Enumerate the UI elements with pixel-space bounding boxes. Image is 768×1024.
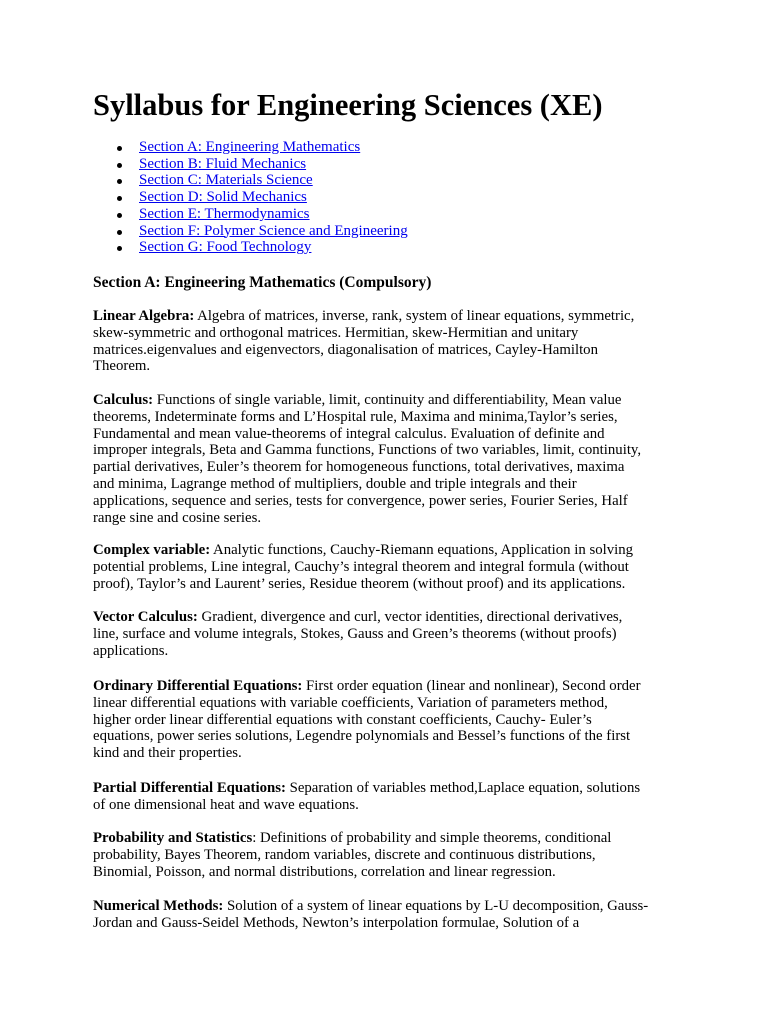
topic-line: equations, power series solutions, Legendre polynomials and Bessel’s functions of the first: [93, 728, 631, 745]
topic-line: potential problems, Line integral, Cauchy’s integral theorem and integral formula (without: [93, 558, 629, 575]
section-link-g[interactable]: Section G: Food Technology: [139, 239, 312, 256]
topic-line: Theorem.: [93, 358, 151, 375]
topic-partial-differential-equations: [93, 780, 683, 814]
topic-line: applications, sequence and series, tests for convergence, power series, Fourier Series, Half: [93, 492, 628, 509]
topic-line: Probability and Statistics: Definitions of probability and simple theorems, conditional: [93, 830, 612, 846]
topic-line: higher order linear differential equations with constant coefficients, Cauchy- Euler’s: [93, 711, 592, 728]
topic-name: Numerical Methods:: [93, 898, 224, 914]
topic-line: Vector Calculus: Gradient, divergence and curl, vector identities, directional derivatives,: [93, 609, 623, 625]
topic-name: Ordinary Differential Equations:: [93, 678, 303, 694]
section-list-item: [117, 189, 537, 206]
bullet-icon: [117, 213, 122, 218]
topic-probability-statistics: [93, 830, 683, 880]
topic-line: skew-symmetric and orthogonal matrices. Hermitian, skew-Hermitian and unitary: [93, 324, 579, 341]
page-title: Syllabus for Engineering Sciences (XE): [93, 88, 603, 122]
topic-numerical-methods: [93, 898, 683, 932]
topic-line: linear differential equations with variable coefficients, Variation of parameters method,: [93, 694, 608, 711]
topic-line: probability, Bayes Theorem, random variables, discrete and continuous distributions,: [93, 846, 596, 863]
topic-linear-algebra: [93, 308, 683, 375]
bullet-icon: [117, 146, 122, 151]
topic-line: Ordinary Differential Equations: First order equation (linear and nonlinear), Second order: [93, 678, 641, 694]
section-list-item: [117, 172, 537, 189]
topic-name: Vector Calculus:: [93, 609, 198, 625]
topic-line: Fundamental and mean value-theorems of integral calculus. Evaluation of definite and: [93, 425, 605, 442]
topic-line: applications.: [93, 642, 169, 659]
topic-line: proof), Taylor’s and Laurent’ series, Residue theorem (without proof) and its applications.: [93, 575, 626, 592]
bullet-icon: [117, 246, 122, 251]
topic-line: Calculus: Functions of single variable, limit, continuity and differentiability, Mean value: [93, 392, 622, 408]
topic-name: Linear Algebra:: [93, 308, 195, 324]
topic-line: improper integrals, Beta and Gamma functions, Functions of two variables, limit, continuity,: [93, 442, 642, 459]
section-list-item: [117, 239, 537, 256]
topic-line: matrices.eigenvalues and eigenvectors, diagonalisation of matrices, Cayley-Hamilton: [93, 341, 598, 358]
bullet-icon: [117, 163, 122, 168]
topic-line: Complex variable: Analytic functions, Cauchy-Riemann equations, Application in solving: [93, 542, 634, 558]
topic-calculus: [93, 392, 683, 526]
section-list-item: [117, 206, 537, 223]
bullet-icon: [117, 179, 122, 184]
section-link-a[interactable]: Section A: Engineering Mathematics: [139, 139, 361, 155]
topic-name: Partial Differential Equations:: [93, 780, 286, 796]
topic-line: theorems, Indeterminate forms and L’Hospital rule, Maxima and minima,Taylor’s series,: [93, 408, 618, 425]
bullet-icon: [117, 196, 122, 201]
topic-vector-calculus: [93, 609, 683, 659]
topic-line: Binomial, Poisson, and normal distributions, correlation and linear regression.: [93, 863, 556, 880]
section-list-item: [117, 139, 537, 156]
topic-line: of one dimensional heat and wave equations.: [93, 796, 359, 813]
section-link-e[interactable]: Section E: Thermodynamics: [139, 205, 310, 222]
topic-line: Linear Algebra: Algebra of matrices, inverse, rank, system of linear equations, symmetric,: [93, 308, 635, 324]
topic-line: Numerical Methods: Solution of a system of linear equations by L-U decomposition, Gauss-: [93, 898, 649, 914]
topic-ordinary-differential-equations: [93, 678, 683, 762]
topic-line: Jordan and Gauss-Seidel Methods, Newton’s interpolation formulae, Solution of a: [93, 914, 580, 931]
topic-name: Complex variable:: [93, 542, 211, 558]
section-link-d[interactable]: Section D: Solid Mechanics: [139, 189, 307, 206]
section-link-f[interactable]: Section F: Polymer Science and Engineering: [139, 222, 408, 239]
section-link-c[interactable]: Section C: Materials Science: [139, 172, 313, 189]
topic-line: range sine and cosine series.: [93, 509, 262, 526]
bullet-icon: [117, 230, 122, 235]
topic-line: kind and their properties.: [93, 745, 242, 762]
section-link-b[interactable]: Section B: Fluid Mechanics: [139, 155, 307, 172]
topic-name: Calculus:: [93, 392, 154, 408]
topic-complex-variable: [93, 542, 683, 592]
document-page: [93, 86, 685, 931]
topic-line: and minima, Lagrange method of multipliers, double and triple integrals and their: [93, 475, 577, 492]
topic-line: Partial Differential Equations: Separation of variables method,Laplace equation, solutions: [93, 780, 641, 796]
topic-line: partial derivatives, Euler’s theorem for homogeneous functions, total derivatives, maxima: [93, 459, 625, 476]
topic-line: line, surface and volume integrals, Stokes, Gauss and Green’s theorems (without proofs): [93, 625, 617, 642]
section-heading: Section A: Engineering Mathematics (Compulsory): [93, 274, 432, 291]
section-list-item: [117, 223, 537, 240]
topic-name: Probability and Statistics: [93, 830, 253, 846]
section-list-item: [117, 156, 537, 173]
